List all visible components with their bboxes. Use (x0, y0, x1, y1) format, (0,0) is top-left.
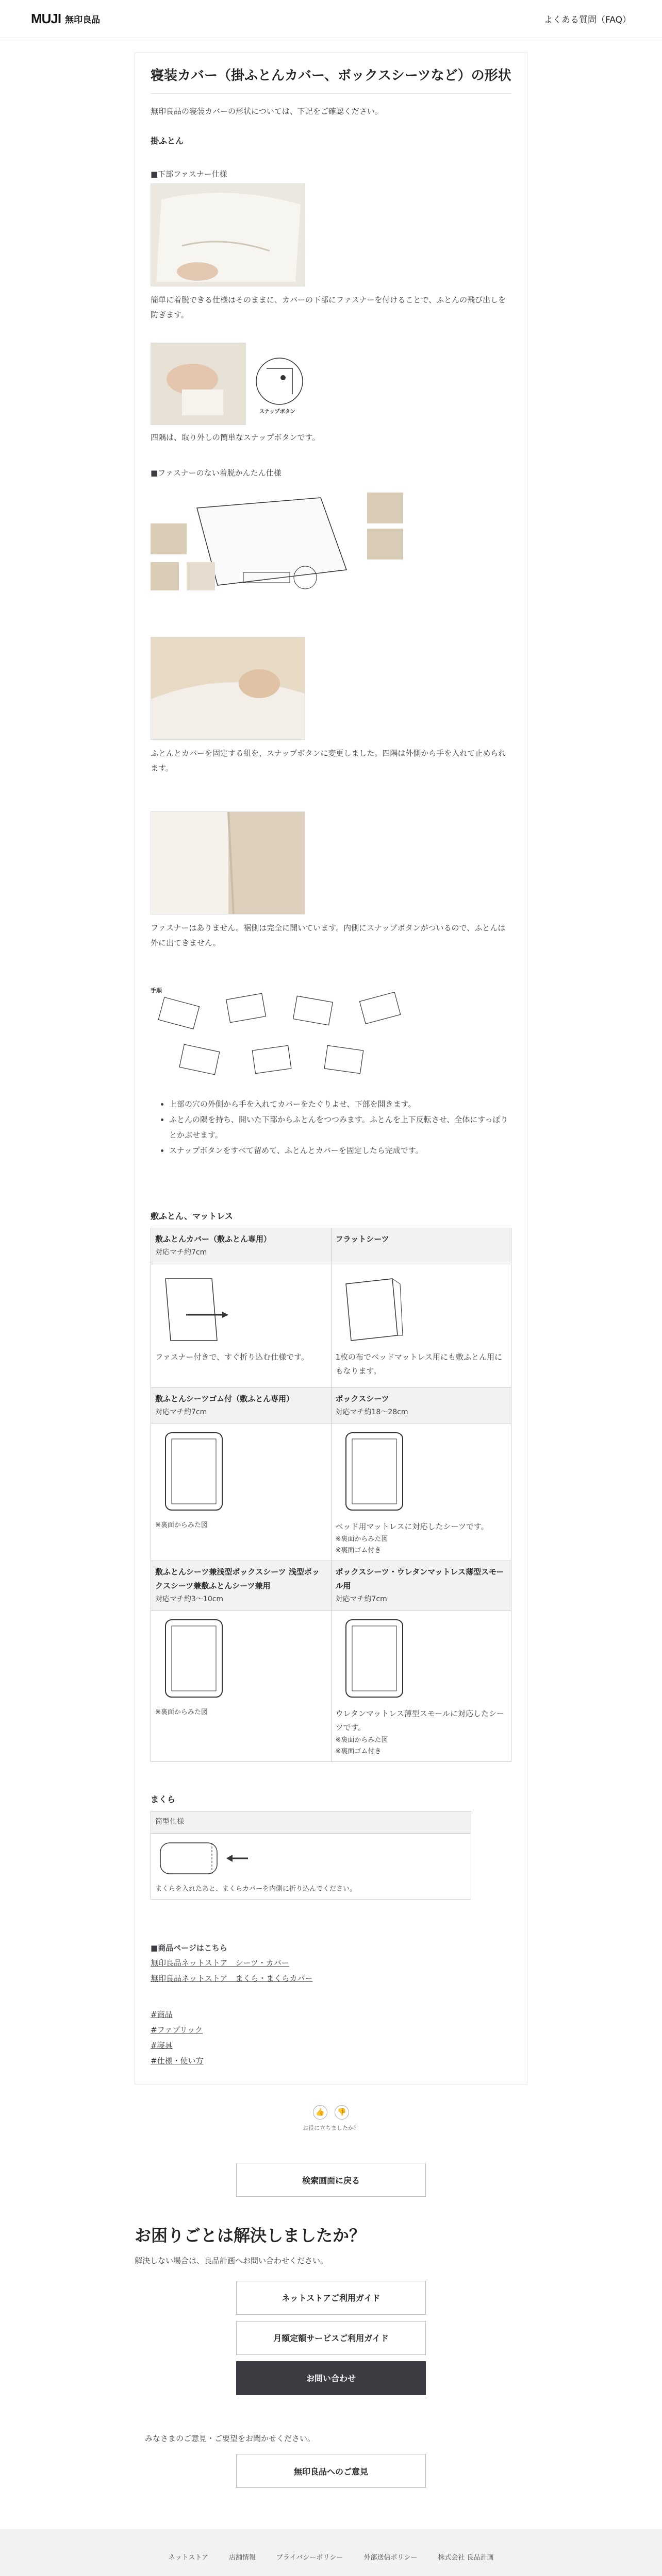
cell-note: ※裏面ゴム付き (335, 1748, 382, 1756)
support-section (135, 2223, 527, 2488)
snap-photo (151, 343, 246, 425)
table-cell-header (151, 1387, 332, 1423)
pillow-table (151, 1811, 471, 1899)
table-cell (151, 1611, 332, 1762)
feedback-text: お役に立ちましたか？ (303, 2125, 359, 2132)
tag-link[interactable]: #寝具 (151, 2041, 173, 2050)
cell-note: ※裏面からみた図 (335, 1535, 388, 1543)
table-cell-header (331, 1387, 511, 1423)
urethane-sheet-illustration (336, 1615, 413, 1702)
snap-desc: 四隅は、取り外しの簡単なスナップボタンです。 (151, 433, 320, 443)
cell-note: ※裏面からみた図 (155, 1521, 208, 1529)
step-item: • 上部の穴の外側から手を入れてカバーをたぐりよせ、下部を開きます。 (169, 1096, 511, 1112)
snap-diagram (251, 353, 308, 415)
section-heading-shikifuton: 敷ふとん、マットレス (151, 1211, 233, 1222)
cell-sub: 対応マチ約7cm (335, 1595, 387, 1603)
cell-title: ボックスシーツ・ウレタンマットレス薄型スモール用 (335, 1567, 504, 1590)
cell-desc: ウレタンマットレス薄型スモールに対応したシーツです。 (335, 1709, 504, 1733)
site-header (0, 0, 662, 38)
table-cell-header (151, 1561, 332, 1610)
contact-button[interactable]: お問い合わせ (236, 2361, 426, 2395)
article-card (135, 53, 527, 2084)
tag-link[interactable]: #仕様・使い方 (151, 2056, 204, 2066)
support-title: お困りごとは解決しましたか？ (135, 2226, 366, 2246)
cell-title: 敷ふとんシーツ兼浅型ボックスシーツ 浅型ボックスシーツ兼敷ふとんシーツ兼用 (155, 1567, 320, 1590)
product-link-sheets[interactable]: 無印良品ネットストア シーツ・カバー (151, 1958, 289, 1968)
footer-link[interactable]: プライバシーポリシー (276, 2554, 343, 2562)
muji-logo[interactable] (31, 11, 100, 27)
thumbs-down-icon[interactable]: 👎 (335, 2105, 349, 2120)
product-link-pillow[interactable]: 無印良品ネットストア まくら・まくらカバー (151, 1974, 313, 1984)
cell-desc: 1枚の布でベッドマットレス用にも敷ふとん用にもなります。 (335, 1352, 502, 1376)
table-cell (151, 1833, 471, 1899)
nofastener-label: ■ファスナーのない着脱かんたん仕様 (151, 468, 282, 478)
snap2-desc: ふとんとカバーを固定する紐を、スナップボタンに変更しました。四隅は外側から手を入れて止められます。 (151, 749, 506, 773)
faq-link[interactable]: よくある質問（FAQ） (544, 15, 631, 25)
table-cell (331, 1611, 511, 1762)
cell-sub: 対応マチ約18～28cm (335, 1408, 408, 1416)
fastener-label: ■下部ファスナー仕様 (151, 169, 227, 179)
pillow-desc: まくらを入れたあと、まくらカバーを内側に折り込んでください。 (155, 1885, 357, 1893)
procedure-diagram (151, 986, 408, 1089)
tag-list (151, 2007, 511, 2069)
feedback (0, 2105, 662, 2132)
opinion-text: みなさまのご意見・ご要望をお聞かせください。 (145, 2433, 316, 2443)
site-footer (0, 2529, 662, 2576)
cell-sub: 対応マチ約7cm (155, 1248, 207, 1257)
links-title: ■商品ページはこちら (151, 1943, 227, 1953)
shiki-sheet-illustration (155, 1428, 233, 1515)
cell-title: 敷ふとんシーツゴム付（敷ふとん専用） (155, 1394, 294, 1403)
cell-sub: 対応マチ約7cm (155, 1408, 207, 1416)
support-desc: 解決しない場合は、良品計画へお問い合わせください。 (135, 2256, 328, 2266)
footer-link[interactable]: 株式会社 良品計画 (438, 2554, 494, 2562)
snap-images (151, 343, 511, 425)
section-heading-kakefuton: 掛ふとん (151, 135, 184, 146)
tag-link[interactable]: #ファブリック (151, 2025, 203, 2035)
box-sheet-illustration (336, 1428, 413, 1515)
open-desc: ファスナーはありません。裾側は完全に開いています。内側にスナップボタンがついるので、ふとんは外に出てきません。 (151, 923, 506, 947)
flat-sheet-illustration (336, 1268, 413, 1346)
cell-note: ※裏面ゴム付き (335, 1546, 382, 1554)
table-cell-header: 筒型仕様 (151, 1811, 471, 1833)
netstore-guide-button[interactable]: ネットストアご利用ガイド (236, 2281, 426, 2315)
table-cell-header (151, 1228, 332, 1264)
tag-link[interactable]: #商品 (151, 2010, 173, 2020)
logo-text: 無印良品 (65, 15, 101, 25)
snap-fix-photo (151, 637, 305, 740)
step-item: • スナップボタンをすべて留めて、ふとんとカバーを固定したら完成です。 (169, 1143, 511, 1158)
step-item: • ふとんの隅を持ち、開いた下部からふとんをつつみます。ふとんを上下反転させ、全体にすっぽりとかぶせます。 (169, 1112, 511, 1143)
shallow-box-illustration (155, 1615, 233, 1702)
cell-title: ボックスシーツ (335, 1394, 389, 1403)
nofastener-diagram (151, 487, 408, 601)
procedure-label: 手順 (151, 987, 162, 994)
cell-note: ※裏面からみた図 (155, 1708, 208, 1717)
pillow-illustration (155, 1838, 253, 1879)
fastener-photo (151, 183, 305, 286)
opinion-button[interactable]: 無印良品へのご意見 (236, 2454, 426, 2488)
open-side-photo (151, 811, 305, 914)
intro-text: 無印良品の寝装カバーの形状については、下記をご確認ください。 (151, 107, 383, 116)
footer-link[interactable]: 店舗情報 (228, 2554, 256, 2562)
section-heading-pillow: まくら (151, 1794, 176, 1805)
procedure-steps (169, 1096, 511, 1158)
table-cell-header (331, 1228, 511, 1264)
table-cell (331, 1264, 511, 1387)
cell-sub: 対応マチ約3～10cm (155, 1595, 224, 1603)
table-cell-header (331, 1561, 511, 1610)
table-cell (151, 1264, 332, 1387)
footer-link[interactable]: 外部送信ポリシー (363, 2554, 418, 2562)
subscription-guide-button[interactable]: 月額定額サービスご利用ガイド (236, 2321, 426, 2355)
cell-desc: ファスナー付きで、すぐ折り込む仕様です。 (155, 1352, 309, 1362)
cell-desc: ベッド用マットレスに対応したシーツです。 (335, 1521, 489, 1531)
sheet-types-table (151, 1228, 511, 1762)
cell-title: 敷ふとんカバー（敷ふとん専用） (155, 1234, 272, 1244)
footer-link[interactable]: ネットストア (168, 2554, 208, 2562)
thumbs-up-icon[interactable]: 👍 (313, 2105, 327, 2120)
cell-title: フラットシーツ (335, 1234, 389, 1244)
table-cell (331, 1423, 511, 1561)
page-title: 寝装カバー（掛ふとんカバー、ボックスシーツなど）の形状 (151, 66, 511, 94)
shiki-cover-illustration (155, 1268, 233, 1346)
table-cell (151, 1423, 332, 1561)
snap-label: スナップボタン (259, 409, 295, 415)
fastener-desc: 簡単に着脱できる仕様はそのままに、カバーの下部にファスナーを付けることで、ふとんの飛び出しを防ぎます。 (151, 295, 506, 319)
back-to-search-button[interactable]: 検索画面に戻る (236, 2163, 426, 2197)
logo-mark: MUJI (31, 11, 61, 26)
cell-note: ※裏面からみた図 (335, 1736, 388, 1744)
